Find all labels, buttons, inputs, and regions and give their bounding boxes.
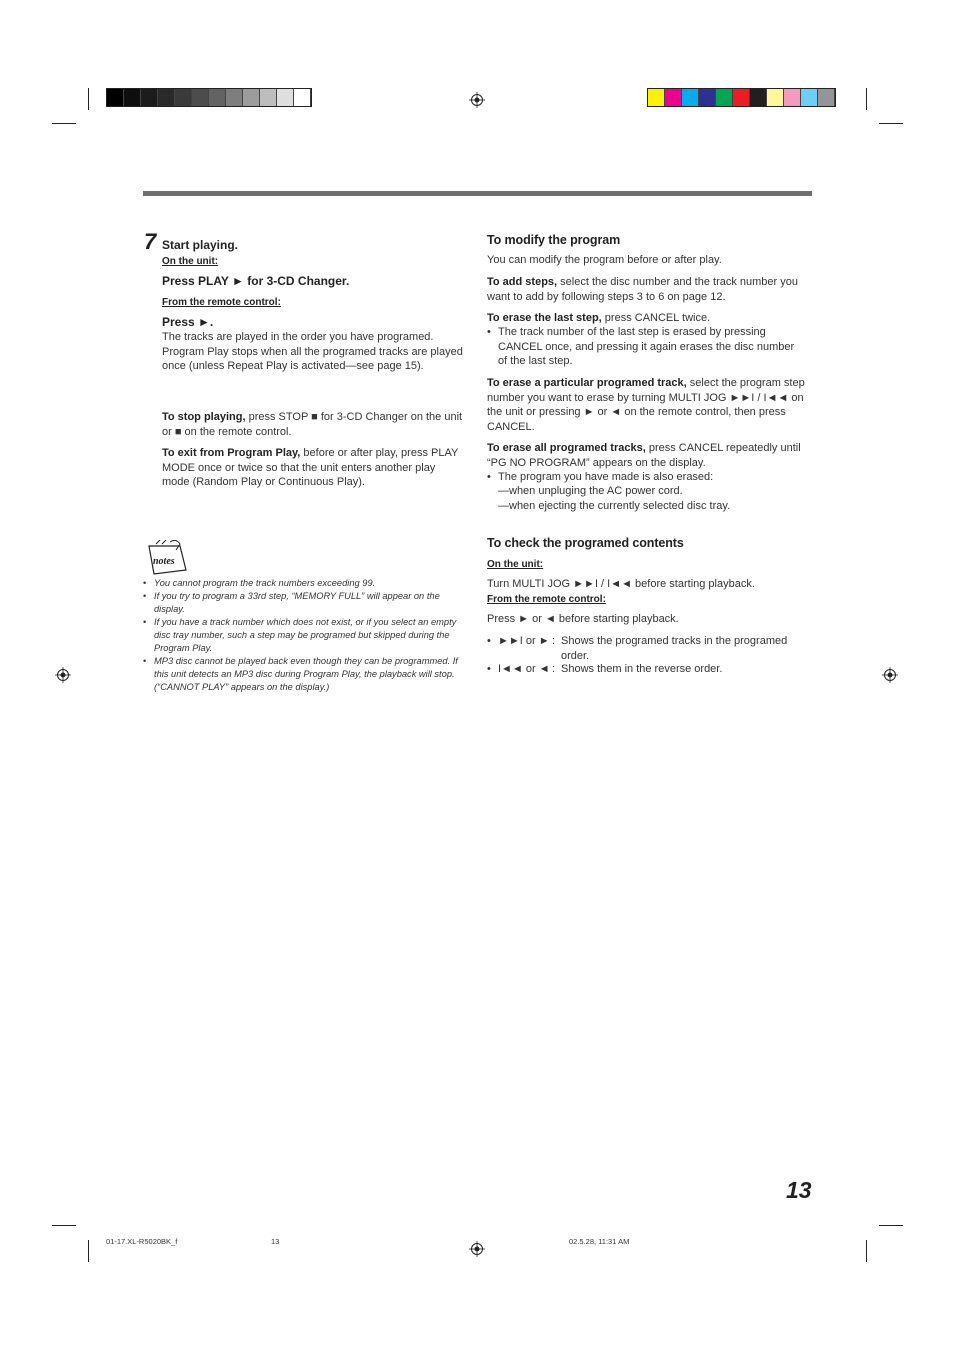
erase-particular-body: select the program step number you want to erase by turning MULTI JOG ►►I / I◄◄ on the unit or pressing ► or ◄ on the remote control, then press CANCEL. [487,377,805,433]
remote-label: From the remote control: [162,297,281,308]
forward-keys: ►►I or ► [498,635,550,647]
color-swatch [192,89,209,106]
color-swatch [665,89,682,106]
color-swatch [294,89,311,106]
color-swatch [226,89,243,106]
forward-colon: : [552,635,556,647]
step-number: 7 [144,229,157,254]
registration-mark-icon [55,667,71,683]
erase-last-lead: To erase the last step, [487,312,602,324]
footer-file-name: 01-17.XL-R5020BK_f [106,1237,178,1246]
check-on-unit-text: Turn MULTI JOG ►►I / I◄◄ before starting playback. [487,578,755,590]
erase-all-sub-item: —when ejecting the currently selected disc tray. [498,500,731,512]
erase-last-body: press CANCEL twice. [601,312,711,324]
erase-last-bullet: The track number of the last step is erased by pressing CANCEL once, and pressing it again erases the disc number of the last step. [498,326,795,367]
gray-color-bar [106,88,312,107]
registration-mark-icon [469,1241,485,1257]
erase-all-sub-item: —when unpluging the AC power cord. [498,485,683,497]
bullet-dot: • [487,326,491,338]
crop-mark [866,88,867,110]
erase-all-bullet: The program you have made is also erased: [498,471,714,483]
check-on-unit-label: On the unit: [487,559,544,570]
exit-program-text [162,446,464,490]
color-swatch [801,89,818,106]
reverse-description: Shows them in the reverse order. [561,663,723,675]
note-item: • If you try to program a 33rd step, “MEMORY FULL” will appear on the display. [143,590,465,616]
stop-playing-lead: To stop playing, [162,411,246,423]
add-steps-text [487,275,812,304]
crop-mark [88,1240,89,1262]
crop-mark [879,123,903,124]
registration-mark-icon [882,667,898,683]
color-swatch [818,89,835,106]
note-item: • You cannot program the track numbers exceeding 99. [143,577,465,590]
stop-playing-text [162,410,464,439]
color-swatch [733,89,750,106]
on-unit-label: On the unit: [162,256,219,267]
check-heading: To check the programed contents [487,536,684,550]
color-swatch [750,89,767,106]
check-remote-label: From the remote control: [487,594,606,605]
erase-particular-text [487,376,812,434]
note-item: • If you have a track number which does not exist, or if you select an empty disc tray number, such a step may be programed but skipped during the Program Play. [143,616,465,655]
reverse-colon: : [552,663,556,675]
stop-playing-body: press STOP ■ for 3-CD Changer on the unit or ■ on the remote control. [162,411,463,438]
crop-mark [879,1225,903,1226]
color-swatch [767,89,784,106]
color-bar [647,88,836,107]
color-swatch [107,89,124,106]
check-remote-text: Press ► or ◄ before starting playback. [487,613,679,625]
header-rule [143,191,812,196]
bullet-dot: • [487,635,491,647]
notes-icon [146,540,188,576]
color-swatch [648,89,665,106]
crop-mark [88,88,89,110]
color-swatch [175,89,192,106]
color-swatch [699,89,716,106]
exit-program-body: before or after play, press PLAY MODE once or twice so that the unit enters another play mode (Random Play or Continuous Play). [162,447,459,488]
step-title: Start playing. [162,238,239,252]
color-swatch [243,89,260,106]
forward-description: Shows the programed tracks in the programed order. [561,635,788,662]
color-swatch [141,89,158,106]
erase-particular-lead: To erase a particular programed track, [487,377,687,389]
erase-all-lead: To erase all programed tracks, [487,442,646,454]
add-steps-body: select the disc number and the track number you want to add by following steps 3 to 6 on page 12. [487,276,798,303]
registration-mark-icon [469,92,485,108]
exit-program-lead: To exit from Program Play, [162,447,301,459]
add-steps-lead: To add steps, [487,276,558,288]
crop-mark [52,123,76,124]
page-number: 13 [786,1177,812,1203]
erase-all-body: press CANCEL repeatedly until “PG NO PROGRAM” appears on the display. [487,442,801,469]
reverse-keys: I◄◄ or ◄ [498,663,550,675]
color-swatch [716,89,733,106]
crop-mark [52,1225,76,1226]
step-description: The tracks are played in the order you have programed. Program Play stops when all the programed tracks are played once (unless Repeat Play is activated—see page 15). [162,331,463,372]
modify-intro: You can modify the program before or after play. [487,254,722,266]
color-swatch [158,89,175,106]
remote-action: Press ►. [162,315,214,329]
color-swatch [682,89,699,106]
footer-date: 02.5.28, 11:31 AM [569,1237,630,1246]
erase-last-text [487,311,812,326]
color-swatch [124,89,141,106]
note-item: • MP3 disc cannot be played back even though they can be programmed. If this unit detects an MP3 disc during Program Play, the playback will stop. (“CANNOT PLAY” appears on the display.) [143,655,465,694]
color-swatch [277,89,294,106]
notes-list [143,577,465,694]
erase-all-text [487,441,812,470]
color-swatch [260,89,277,106]
crop-mark [866,1240,867,1262]
color-swatch [209,89,226,106]
color-swatch [784,89,801,106]
notes-icon-label: notes [153,556,175,567]
modify-heading: To modify the program [487,233,621,247]
on-unit-action: Press PLAY ► for 3-CD Changer. [162,274,350,288]
footer-page: 13 [271,1237,280,1246]
bullet-dot: • [487,471,491,483]
bullet-dot: • [487,663,491,675]
